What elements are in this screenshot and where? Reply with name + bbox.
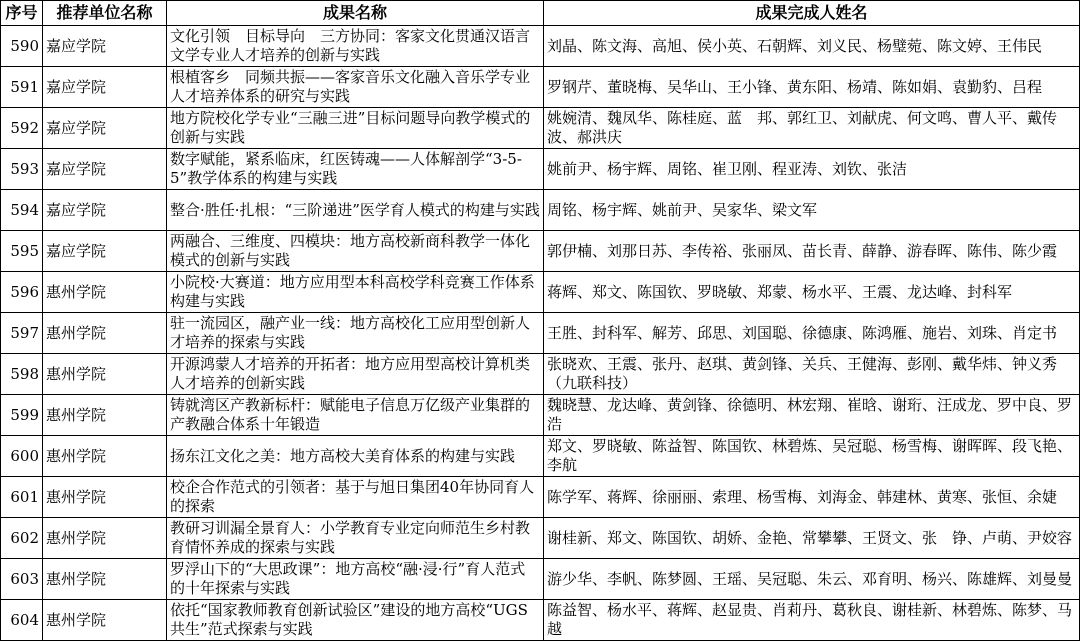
row-seq: 596	[1, 272, 43, 313]
row-unit: 惠州学院	[43, 395, 167, 436]
table-row	[1, 600, 1080, 641]
row-seq: 591	[1, 67, 43, 108]
row-seq: 602	[1, 518, 43, 559]
table-row	[1, 518, 1080, 559]
row-title: 开源鸿蒙人才培养的开拓者：地方应用型高校计算机类人才培养的创新实践	[167, 354, 544, 395]
table-row	[1, 354, 1080, 395]
row-names: 周铭、杨宇辉、姚前尹、吴家华、梁文军	[544, 190, 1080, 231]
row-unit: 嘉应学院	[43, 190, 167, 231]
table-row	[1, 67, 1080, 108]
row-unit: 惠州学院	[43, 477, 167, 518]
row-names: 张晓欢、王震、张丹、赵琪、黄剑锋、关兵、王健海、彭刚、戴华炜、钟义秀（九联科技）	[544, 354, 1080, 395]
row-title: 文化引领 目标导向 三方协同：客家文化贯通汉语言文学专业人才培养的创新与实践	[167, 26, 544, 67]
table-row	[1, 272, 1080, 313]
table-row	[1, 395, 1080, 436]
row-unit: 惠州学院	[43, 313, 167, 354]
row-seq: 593	[1, 149, 43, 190]
row-unit: 惠州学院	[43, 272, 167, 313]
row-seq: 592	[1, 108, 43, 149]
row-names: 姚婉清、魏凤华、陈桂庭、蓝 邦、郭红卫、刘献虎、何文鸣、曹人平、戴传波、郝洪庆	[544, 108, 1080, 149]
row-seq: 595	[1, 231, 43, 272]
header-title: 成果名称	[167, 1, 544, 26]
row-seq: 597	[1, 313, 43, 354]
row-title: 扬东江文化之美：地方高校大美育体系的构建与实践	[167, 436, 544, 477]
row-unit: 嘉应学院	[43, 26, 167, 67]
table-row	[1, 436, 1080, 477]
table-body	[1, 26, 1080, 641]
row-seq: 598	[1, 354, 43, 395]
row-title: 罗浮山下的“大思政课”：地方高校“融·浸·行”育人范式的十年探索与实践	[167, 559, 544, 600]
row-names: 谢桂新、郑文、陈国钦、胡娇、金艳、常攀攀、王贤文、张 铮、卢萌、尹姣容	[544, 518, 1080, 559]
table-row	[1, 108, 1080, 149]
row-title: 驻一流园区，融产业一线：地方高校化工应用型创新人才培养的探索与实践	[167, 313, 544, 354]
row-unit: 惠州学院	[43, 559, 167, 600]
table-row	[1, 26, 1080, 67]
row-names: 蒋辉、郑文、陈国钦、罗晓敏、郑蒙、杨水平、王震、龙达峰、封科军	[544, 272, 1080, 313]
row-unit: 惠州学院	[43, 436, 167, 477]
row-unit: 惠州学院	[43, 354, 167, 395]
row-seq: 600	[1, 436, 43, 477]
table-row	[1, 313, 1080, 354]
row-unit: 惠州学院	[43, 518, 167, 559]
row-title: 校企合作范式的引领者：基于与旭日集团40年协同育人的探索	[167, 477, 544, 518]
row-seq: 594	[1, 190, 43, 231]
row-names: 游少华、李帆、陈梦圆、王瑶、吴冠聪、朱云、邓育明、杨兴、陈雄辉、刘曼曼	[544, 559, 1080, 600]
row-unit: 嘉应学院	[43, 108, 167, 149]
header-names: 成果完成人姓名	[544, 1, 1080, 26]
row-seq: 601	[1, 477, 43, 518]
row-names: 郭伊楠、刘那日苏、李传裕、张丽凤、苗长青、薛静、游春晖、陈伟、陈少霞	[544, 231, 1080, 272]
row-title: 地方院校化学专业“三融三进”目标问题导向教学模式的创新与实践	[167, 108, 544, 149]
header-unit: 推荐单位名称	[43, 1, 167, 26]
row-unit: 嘉应学院	[43, 231, 167, 272]
row-title: 数字赋能，紧系临床，红医铸魂——人体解剖学“3-5-5”教学体系的构建与实践	[167, 149, 544, 190]
row-names: 陈益智、杨水平、蒋辉、赵显贵、肖莉丹、葛秋良、谢桂新、林碧炼、陈梦、马越	[544, 600, 1080, 641]
row-seq: 604	[1, 600, 43, 641]
row-title: 小院校·大赛道：地方应用型本科高校学科竞赛工作体系构建与实践	[167, 272, 544, 313]
table-row	[1, 559, 1080, 600]
row-seq: 599	[1, 395, 43, 436]
row-title: 依托“国家教师教育创新试验区”建设的地方高校“UGS共生”范式探索与实践	[167, 600, 544, 641]
row-unit: 嘉应学院	[43, 67, 167, 108]
header-seq: 序号	[1, 1, 43, 26]
row-names: 姚前尹、杨宇辉、周铭、崔卫刚、程亚涛、刘钦、张洁	[544, 149, 1080, 190]
table-row	[1, 231, 1080, 272]
table-row	[1, 190, 1080, 231]
row-unit: 惠州学院	[43, 600, 167, 641]
row-names: 陈学军、蒋辉、徐丽丽、索理、杨雪梅、刘海金、韩建林、黄寒、张恒、余婕	[544, 477, 1080, 518]
row-seq: 603	[1, 559, 43, 600]
row-unit: 嘉应学院	[43, 149, 167, 190]
row-seq: 590	[1, 26, 43, 67]
row-title: 根植客乡 同频共振——客家音乐文化融入音乐学专业人才培养体系的研究与实践	[167, 67, 544, 108]
row-title: 两融合、三维度、四模块：地方高校新商科教学一体化模式的创新与实践	[167, 231, 544, 272]
row-names: 郑文、罗晓敏、陈益智、陈国钦、林碧炼、吴冠聪、杨雪梅、谢晖晖、段飞艳、李航	[544, 436, 1080, 477]
table-row	[1, 149, 1080, 190]
row-names: 王胜、封科军、解芳、邱思、刘国聪、徐德康、陈鸿雁、施岩、刘珠、肖定书	[544, 313, 1080, 354]
row-title: 铸就湾区产教新标杆：赋能电子信息万亿级产业集群的产教融合体系十年锻造	[167, 395, 544, 436]
row-title: 教研习训漏全景育人：小学教育专业定向师范生乡村教育情怀养成的探索与实践	[167, 518, 544, 559]
row-names: 罗钢芹、董晓梅、吴华山、王小锋、黄东阳、杨靖、陈如娟、袁勤豹、吕程	[544, 67, 1080, 108]
row-names: 魏晓慧、龙达峰、黄剑锋、徐德明、林宏翔、崔晗、谢珩、汪成龙、罗中良、罗浩	[544, 395, 1080, 436]
table-row	[1, 477, 1080, 518]
row-names: 刘晶、陈文海、高旭、侯小英、石朝辉、刘义民、杨璧菀、陈文婷、王伟民	[544, 26, 1080, 67]
row-title: 整合·胜任·扎根：“三阶递进”医学育人模式的构建与实践	[167, 190, 544, 231]
header-row	[1, 1, 1080, 26]
